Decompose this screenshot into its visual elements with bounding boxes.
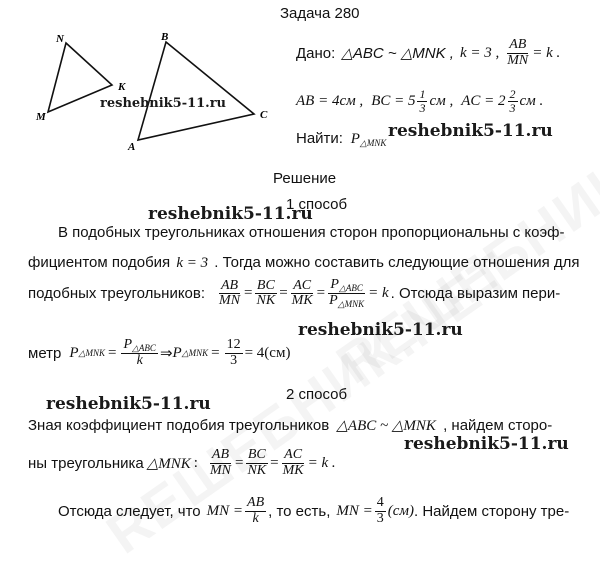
m1-f2-den: NK (256, 293, 276, 309)
method2-line1-b: △ABC ~ △MNK (336, 418, 436, 434)
m1-f2-num: BC (256, 277, 275, 293)
m1-f4-den: P (329, 293, 338, 309)
vertex-label-c: C (260, 109, 268, 121)
given-line-1 (296, 38, 560, 68)
method2-line1-a: Зная коэффициент подобия треугольников (28, 417, 330, 434)
m2-frac-ac-mk (281, 448, 306, 478)
method1-line4-a: метр (28, 345, 62, 363)
m1-frac-p-k (121, 338, 157, 369)
method1-line-1: В подобных треугольниках отношения сторон пропорциональны с коэф- (58, 224, 565, 241)
method2-line-1 (28, 416, 552, 435)
vertex-label-k: K (118, 81, 126, 93)
m1-frac-bc-nk (255, 279, 278, 309)
m2-g3-num: AC (284, 447, 303, 462)
m1-p2-num-sub: △ABC (132, 343, 156, 353)
given-ratio-num: AB (509, 37, 527, 52)
m1-eq-3: = (316, 285, 326, 302)
given-ab: AB = 4см , (296, 92, 364, 109)
m1-f4-den-sub: △MNK (337, 299, 365, 310)
m1-p-b: P (172, 345, 182, 362)
site-watermark-4: reshebnik5-11.ru (298, 320, 463, 340)
site-watermark-3: reshebnik5-11.ru (148, 204, 313, 224)
given-ac-num: 2 (509, 87, 516, 101)
site-watermark-5: reshebnik5-11.ru (46, 394, 211, 414)
m2-h2-num: 4 (376, 495, 384, 510)
m2-frac-4-3 (375, 496, 386, 526)
given-bc-den: 3 (419, 100, 426, 115)
m2-h1-den: k (252, 510, 259, 526)
m1-f1-num: AB (220, 277, 239, 293)
m1-r-num: 12 (226, 337, 241, 353)
method1-line2-k: k = 3 (176, 255, 209, 271)
m2-h2-den: 3 (376, 510, 384, 526)
m1-f4-num: P (330, 277, 339, 292)
method2-line2-c: : (193, 454, 198, 471)
method1-line3-b: . Отсюда выразим пери- (390, 285, 561, 303)
given-line-2 (296, 88, 543, 114)
given-bc-frac (417, 88, 427, 114)
m1-f3-den: MK (291, 293, 313, 309)
method1-line-4 (28, 338, 290, 369)
triangles-figure (28, 28, 278, 158)
m1-implies: ⇒ (159, 346, 173, 363)
method1-line2-a: фициентом подобия (28, 254, 171, 271)
find-value: P (350, 131, 360, 147)
given-k: k = 3 , (459, 44, 500, 61)
m1-eq-2: = (279, 285, 288, 302)
given-bc-num: 1 (419, 87, 426, 101)
method2-line3-c: . Найдем сторону тре- (414, 502, 570, 520)
m2-g1-num: AB (211, 447, 230, 462)
m2-mn-2: MN = (336, 502, 373, 519)
given-label: Дано: (296, 44, 336, 62)
m1-f1-den: MN (219, 293, 241, 309)
method2-line2-a: ны треугольника (28, 454, 144, 472)
method2-line-2 (28, 448, 336, 478)
site-watermark-6: reshebnik5-11.ru (404, 434, 569, 454)
m1-p2-den: k (136, 353, 143, 369)
m2-frac-ab-mn (208, 448, 233, 478)
m1-result: = 4(см) (244, 345, 291, 362)
given-bc-prefix: BC = 5 (371, 92, 416, 109)
vertex-label-b: B (161, 31, 169, 43)
m2-tail: = k . (307, 454, 336, 471)
solution-heading: Решение (273, 170, 337, 187)
method1-heading: 1 способ (286, 196, 348, 213)
given-similar: △ABC ~ △MNK , (341, 45, 454, 63)
given-ac-prefix: AC = 2 (461, 92, 506, 109)
m1-frac-perimeters (327, 278, 366, 310)
problem-title: Задача 280 (280, 5, 360, 22)
m1-frac-12-3 (225, 338, 243, 368)
method2-line3-a: Отсюда следует, что (58, 502, 201, 520)
method2-line3-b: , то есть, (268, 502, 331, 520)
m1-eq-k: = k (368, 285, 389, 302)
m1-p-b-sub: △MNK (181, 348, 209, 359)
method1-line2-b: . Тогда можно составить следующие отношения для (214, 254, 580, 271)
m1-frac-ac-mk (290, 279, 315, 309)
given-ratio (505, 38, 530, 68)
m1-p: P (69, 345, 79, 362)
m1-f4-num-sub: △ABC (338, 283, 363, 293)
vertex-label-n: N (56, 33, 64, 45)
m1-eq-4: = (107, 345, 117, 362)
m2-g2-den: NK (247, 462, 267, 478)
m1-r-den: 3 (230, 353, 238, 369)
given-ratio-den: MN (507, 52, 529, 68)
given-ratio-rest: = k . (532, 44, 561, 61)
given-ac-unit: см . (519, 92, 544, 109)
method2-heading: 2 способ (286, 386, 348, 403)
site-watermark-2: reshebnik5-11.ru (388, 121, 553, 141)
m1-p-sub: △MNK (78, 348, 105, 359)
m2-mn: MN = (206, 502, 244, 519)
m1-f3-num: AC (293, 277, 312, 293)
method2-line2-b: △MNK (146, 455, 191, 472)
m1-frac-ab-mn (217, 279, 242, 309)
method1-line-2 (28, 254, 580, 272)
site-watermark-1: reshebnik5-11.ru (100, 96, 227, 111)
m2-eq-1: = (234, 454, 244, 471)
given-bc-unit: см , (429, 92, 454, 109)
method2-line1-c: , найдем сторо- (443, 417, 553, 434)
vertex-label-a: A (128, 141, 136, 153)
find-label: Найти: (296, 130, 343, 147)
m2-eq-2: = (270, 454, 279, 471)
given-ac-frac (508, 88, 518, 114)
m2-g1-den: MN (209, 462, 231, 478)
m1-eq-1: = (244, 285, 253, 302)
method1-line-3 (28, 278, 560, 310)
m2-frac-ab-k (245, 496, 266, 526)
m1-eq-5: = (211, 345, 220, 362)
m2-g2-num: BC (247, 447, 266, 462)
vertex-label-m: M (36, 111, 46, 123)
m2-unit: (см) (387, 502, 414, 519)
method2-line-3 (58, 496, 569, 526)
given-ac-den: 3 (509, 100, 516, 115)
m2-h1-num: AB (247, 495, 265, 510)
triangle-abc (138, 42, 254, 140)
find-sub: △MNK (359, 138, 387, 148)
m2-frac-bc-nk (245, 448, 268, 478)
method1-line3-a: подобных треугольников: (28, 285, 206, 303)
given-find-line (296, 130, 386, 149)
m2-g3-den: MK (282, 462, 304, 478)
m1-p2-num: P (123, 337, 133, 352)
